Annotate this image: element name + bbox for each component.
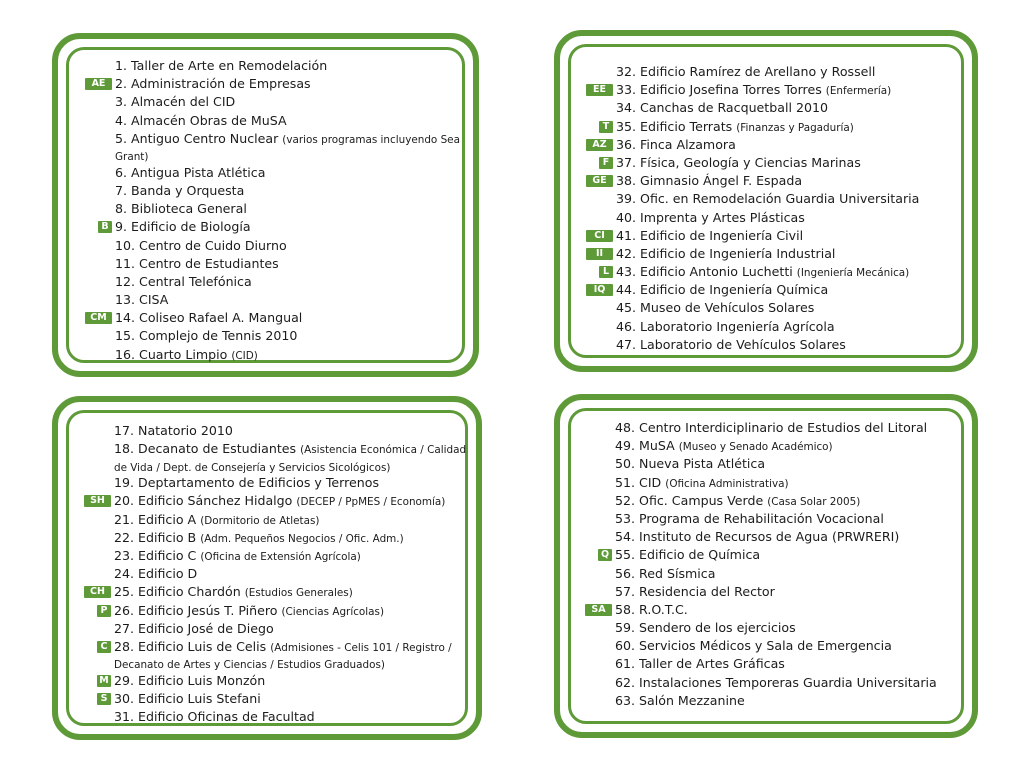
- item-label: 57. Residencia del Rector: [615, 583, 775, 599]
- list-item: [560, 209, 972, 227]
- list-item: [560, 674, 972, 692]
- item-note: (Adm. Pequeños Negocios / Ofic. Adm.): [200, 532, 404, 545]
- item-text: [115, 255, 467, 273]
- item-text: [615, 583, 966, 601]
- item-note: (Ingeniería Mecánica): [796, 267, 910, 280]
- panel-1-list: [58, 57, 473, 364]
- panel-4-list: [560, 419, 972, 710]
- list-item: [58, 492, 476, 510]
- list-item: [560, 565, 972, 583]
- list-item: [58, 255, 473, 273]
- list-item: [560, 474, 972, 492]
- item-label: 53. Programa de Rehabilitación Vocacional: [615, 510, 884, 526]
- list-item: [560, 118, 972, 136]
- item-label: 55. Edificio de Química: [615, 547, 761, 563]
- panel-1: [52, 33, 479, 377]
- list-item: [560, 510, 972, 528]
- item-text: [615, 692, 966, 710]
- item-text: [615, 637, 966, 655]
- item-note: (Admisiones - Celis 101 / Registro / Decanato de Artes y Ciencias / Estudios Graduados): [114, 641, 452, 672]
- item-label: 14. Coliseo Rafael A. Mangual: [115, 310, 303, 326]
- item-text: [615, 674, 966, 692]
- list-item: [560, 81, 972, 99]
- item-text: [115, 346, 467, 365]
- item-text: [114, 492, 470, 511]
- list-item: [560, 154, 972, 172]
- item-note: (Oficina Administrativa): [665, 477, 789, 490]
- list-item: [560, 619, 972, 637]
- list-item: [58, 602, 476, 620]
- list-item: [58, 346, 473, 364]
- list-item: [58, 638, 476, 672]
- item-text: [616, 281, 966, 299]
- item-note: (Casa Solar 2005): [767, 495, 861, 508]
- item-text: [615, 528, 966, 546]
- item-text: [616, 245, 966, 263]
- item-text: [115, 327, 467, 345]
- item-note: (Oficina de Extensión Agrícola): [200, 550, 361, 563]
- item-label: 23. Edificio C: [114, 547, 197, 563]
- building-code-badge: CH: [84, 586, 111, 598]
- item-text: [616, 263, 966, 282]
- list-item: [58, 200, 473, 218]
- list-item: [560, 99, 972, 117]
- item-label: 45. Museo de Vehículos Solares: [616, 300, 815, 316]
- item-label: 60. Servicios Médicos y Sala de Emergencia: [615, 638, 892, 654]
- item-label: 37. Física, Geología y Ciencias Marinas: [616, 154, 861, 170]
- list-item: [560, 583, 972, 601]
- item-label: 21. Edificio A: [114, 511, 197, 527]
- item-label: 9. Edificio de Biología: [115, 219, 251, 235]
- item-label: 56. Red Sísmica: [615, 565, 716, 581]
- building-code-badge: Q: [598, 549, 612, 561]
- list-item: [58, 440, 476, 474]
- list-item: [58, 565, 476, 583]
- item-text: [114, 583, 470, 602]
- building-code-badge: AE: [85, 78, 112, 90]
- building-code-badge: L: [599, 266, 613, 278]
- list-item: [58, 75, 473, 93]
- item-text: [115, 182, 467, 200]
- list-item: [560, 492, 972, 510]
- building-code-badge: IQ: [586, 284, 613, 296]
- item-label: 43. Edificio Antonio Luchetti: [616, 264, 793, 280]
- item-text: [615, 474, 966, 493]
- item-text: [114, 529, 470, 548]
- list-item: [58, 672, 476, 690]
- item-text: [615, 655, 966, 673]
- building-code-badge: SA: [585, 604, 612, 616]
- item-text: [114, 708, 470, 726]
- list-item: [560, 281, 972, 299]
- item-label: 58. R.O.T.C.: [615, 601, 688, 617]
- item-text: [114, 672, 470, 690]
- panel-3-list: [58, 422, 476, 726]
- item-text: [115, 164, 467, 182]
- panel-4: [554, 394, 978, 738]
- item-note: (Ciencias Agrícolas): [281, 605, 385, 618]
- item-label: 35. Edificio Terrats: [616, 118, 733, 134]
- list-item: [58, 620, 476, 638]
- item-label: 50. Nueva Pista Atlética: [615, 456, 766, 472]
- item-label: 8. Biblioteca General: [115, 201, 247, 217]
- item-text: [615, 492, 966, 511]
- building-code-badge: CI: [586, 230, 613, 242]
- building-code-badge: T: [599, 121, 613, 133]
- item-text: [615, 546, 966, 564]
- item-text: [616, 190, 966, 208]
- item-text: [616, 154, 966, 172]
- list-item: [560, 437, 972, 455]
- list-item: [58, 583, 476, 601]
- list-item: [560, 245, 972, 263]
- item-text: [114, 440, 470, 476]
- item-text: [616, 336, 966, 354]
- item-label: 48. Centro Interdiciplinario de Estudios del Litoral: [615, 420, 928, 435]
- item-label: 17. Natatorio 2010: [114, 423, 233, 438]
- list-item: [58, 112, 473, 130]
- building-code-badge: EE: [586, 84, 613, 96]
- item-note: (Asistencia Económica / Calidad de Vida / Dept. de Consejería y Servicios Sicológicos): [114, 444, 467, 474]
- building-code-badge: II: [586, 248, 613, 260]
- item-text: [616, 118, 966, 137]
- item-note: (Enfermería): [825, 85, 892, 98]
- item-text: [615, 510, 966, 528]
- item-label: 38. Gimnasio Ángel F. Espada: [616, 173, 803, 189]
- list-item: [560, 263, 972, 281]
- item-note: (Estudios Generales): [244, 587, 353, 600]
- list-item: [58, 57, 473, 75]
- item-text: [114, 422, 470, 440]
- item-label: 19. Deptartamento de Edificios y Terrenos: [114, 475, 380, 491]
- list-item: [560, 190, 972, 208]
- list-item: [58, 422, 476, 440]
- list-item: [560, 299, 972, 317]
- item-text: [115, 273, 467, 291]
- list-item: [58, 182, 473, 200]
- item-text: [616, 318, 966, 336]
- item-label: 61. Taller de Artes Gráficas: [615, 656, 785, 672]
- building-code-badge: C: [97, 641, 111, 653]
- list-item: [560, 546, 972, 564]
- item-label: 25. Edificio Chardón: [114, 584, 241, 600]
- item-text: [615, 565, 966, 583]
- list-item: [560, 336, 972, 354]
- panel-3: [52, 396, 482, 740]
- item-text: [615, 619, 966, 637]
- item-label: 30. Edificio Luis Stefani: [114, 691, 261, 707]
- item-text: [616, 172, 966, 190]
- item-label: 33. Edificio Josefina Torres Torres: [616, 82, 822, 98]
- item-label: 2. Administración de Empresas: [115, 76, 311, 92]
- list-item: [58, 218, 473, 236]
- item-text: [114, 602, 470, 621]
- item-label: 3. Almacén del CID: [115, 94, 236, 110]
- list-item: [58, 690, 476, 708]
- item-note: (Museo y Senado Académico): [678, 441, 833, 454]
- item-label: 20. Edificio Sánchez Hidalgo: [114, 493, 293, 509]
- item-label: 13. CISA: [115, 292, 169, 308]
- item-label: 63. Salón Mezzanine: [615, 692, 745, 708]
- item-label: 47. Laboratorio de Vehículos Solares: [616, 336, 846, 352]
- item-label: 52. Ofic. Campus Verde: [615, 492, 764, 508]
- list-item: [560, 455, 972, 473]
- item-text: [115, 218, 467, 236]
- item-label: 44. Edificio de Ingeniería Química: [616, 282, 829, 298]
- building-code-badge: B: [98, 221, 112, 233]
- item-text: [114, 638, 470, 674]
- item-text: [615, 601, 966, 619]
- item-text: [615, 455, 966, 473]
- item-note: (CID): [231, 349, 258, 362]
- item-text: [115, 75, 467, 93]
- panel-2: [554, 30, 978, 372]
- item-label: 24. Edificio D: [114, 566, 198, 582]
- item-text: [615, 437, 966, 456]
- item-label: 41. Edificio de Ingeniería Civil: [616, 227, 804, 243]
- building-code-badge: P: [97, 605, 111, 617]
- item-label: 6. Antigua Pista Atlética: [115, 164, 266, 180]
- item-text: [115, 309, 467, 327]
- list-item: [58, 529, 476, 547]
- list-item: [58, 708, 476, 726]
- list-item: [58, 511, 476, 529]
- item-label: 1. Taller de Arte en Remodelación: [115, 58, 328, 73]
- item-text: [114, 474, 470, 492]
- item-text: [115, 237, 467, 255]
- list-item: [560, 692, 972, 710]
- list-item: [58, 327, 473, 345]
- building-code-badge: F: [599, 157, 613, 169]
- item-label: 16. Cuarto Limpio: [115, 346, 228, 362]
- item-text: [115, 93, 467, 111]
- item-label: 54. Instituto de Recursos de Agua (PRWRERI): [615, 529, 900, 545]
- item-note: (Dormitorio de Atletas): [200, 514, 320, 527]
- item-text: [115, 291, 467, 309]
- item-text: [114, 620, 470, 638]
- list-item: [58, 164, 473, 182]
- item-text: [114, 511, 470, 530]
- item-label: 62. Instalaciones Temporeras Guardia Universitaria: [615, 674, 937, 690]
- item-text: [115, 130, 467, 166]
- item-label: 5. Antiguo Centro Nuclear: [115, 130, 279, 146]
- list-item: [560, 419, 972, 437]
- item-text: [114, 690, 470, 708]
- item-label: 40. Imprenta y Artes Plásticas: [616, 209, 805, 225]
- item-label: 31. Edificio Oficinas de Facultad: [114, 709, 315, 725]
- panel-2-list: [560, 63, 972, 354]
- item-note: (DECEP / PpMES / Economía): [296, 496, 446, 509]
- item-text: [115, 112, 467, 130]
- building-code-badge: SH: [84, 495, 111, 507]
- item-label: 36. Finca Alzamora: [616, 136, 736, 152]
- list-item: [560, 227, 972, 245]
- item-label: 39. Ofic. en Remodelación Guardia Universitaria: [616, 191, 920, 207]
- item-label: 46. Laboratorio Ingeniería Agrícola: [616, 318, 835, 334]
- item-text: [616, 299, 966, 317]
- list-item: [560, 655, 972, 673]
- item-label: 12. Central Telefónica: [115, 273, 252, 289]
- item-text: [616, 227, 966, 245]
- list-item: [560, 318, 972, 336]
- item-text: [616, 209, 966, 227]
- item-label: 27. Edificio José de Diego: [114, 620, 274, 636]
- list-item: [58, 474, 476, 492]
- item-label: 10. Centro de Cuido Diurno: [115, 237, 287, 253]
- item-label: 26. Edificio Jesús T. Piñero: [114, 602, 278, 618]
- item-label: 22. Edificio B: [114, 529, 197, 545]
- building-code-badge: GE: [586, 175, 613, 187]
- item-label: 42. Edificio de Ingeniería Industrial: [616, 245, 836, 261]
- list-item: [58, 273, 473, 291]
- item-text: [115, 200, 467, 218]
- item-label: 15. Complejo de Tennis 2010: [115, 328, 298, 344]
- building-code-badge: CM: [85, 312, 112, 324]
- list-item: [560, 136, 972, 154]
- item-label: 49. MuSA: [615, 438, 675, 454]
- item-note: (Finanzas y Pagaduría): [736, 121, 854, 134]
- item-label: 18. Decanato de Estudiantes: [114, 441, 297, 457]
- item-label: 51. CID: [615, 474, 662, 490]
- item-label: 4. Almacén Obras de MuSA: [115, 112, 287, 128]
- list-item: [560, 528, 972, 546]
- item-label: 32. Edificio Ramírez de Arellano y Rossell: [616, 64, 876, 79]
- item-label: 11. Centro de Estudiantes: [115, 255, 279, 271]
- list-item: [560, 601, 972, 619]
- building-code-badge: AZ: [586, 139, 613, 151]
- item-text: [616, 99, 966, 117]
- item-label: 34. Canchas de Racquetball 2010: [616, 100, 828, 116]
- item-text: [616, 63, 966, 81]
- item-label: 59. Sendero de los ejercicios: [615, 620, 796, 636]
- list-item: [560, 637, 972, 655]
- list-item: [58, 547, 476, 565]
- list-item: [58, 309, 473, 327]
- building-code-badge: M: [97, 675, 111, 687]
- list-item: [58, 291, 473, 309]
- item-text: [115, 57, 467, 75]
- building-code-badge: S: [97, 693, 111, 705]
- list-item: [58, 93, 473, 111]
- item-text: [114, 565, 470, 583]
- list-item: [560, 172, 972, 190]
- item-label: 29. Edificio Luis Monzón: [114, 672, 266, 688]
- list-item: [58, 237, 473, 255]
- item-text: [114, 547, 470, 566]
- item-label: 28. Edificio Luis de Celis: [114, 638, 267, 654]
- item-text: [615, 419, 966, 437]
- list-item: [560, 63, 972, 81]
- item-label: 7. Banda y Orquesta: [115, 182, 245, 198]
- item-text: [616, 81, 966, 100]
- item-text: [616, 136, 966, 154]
- list-item: [58, 130, 473, 164]
- item-note: (varios programas incluyendo Sea Grant): [115, 133, 460, 164]
